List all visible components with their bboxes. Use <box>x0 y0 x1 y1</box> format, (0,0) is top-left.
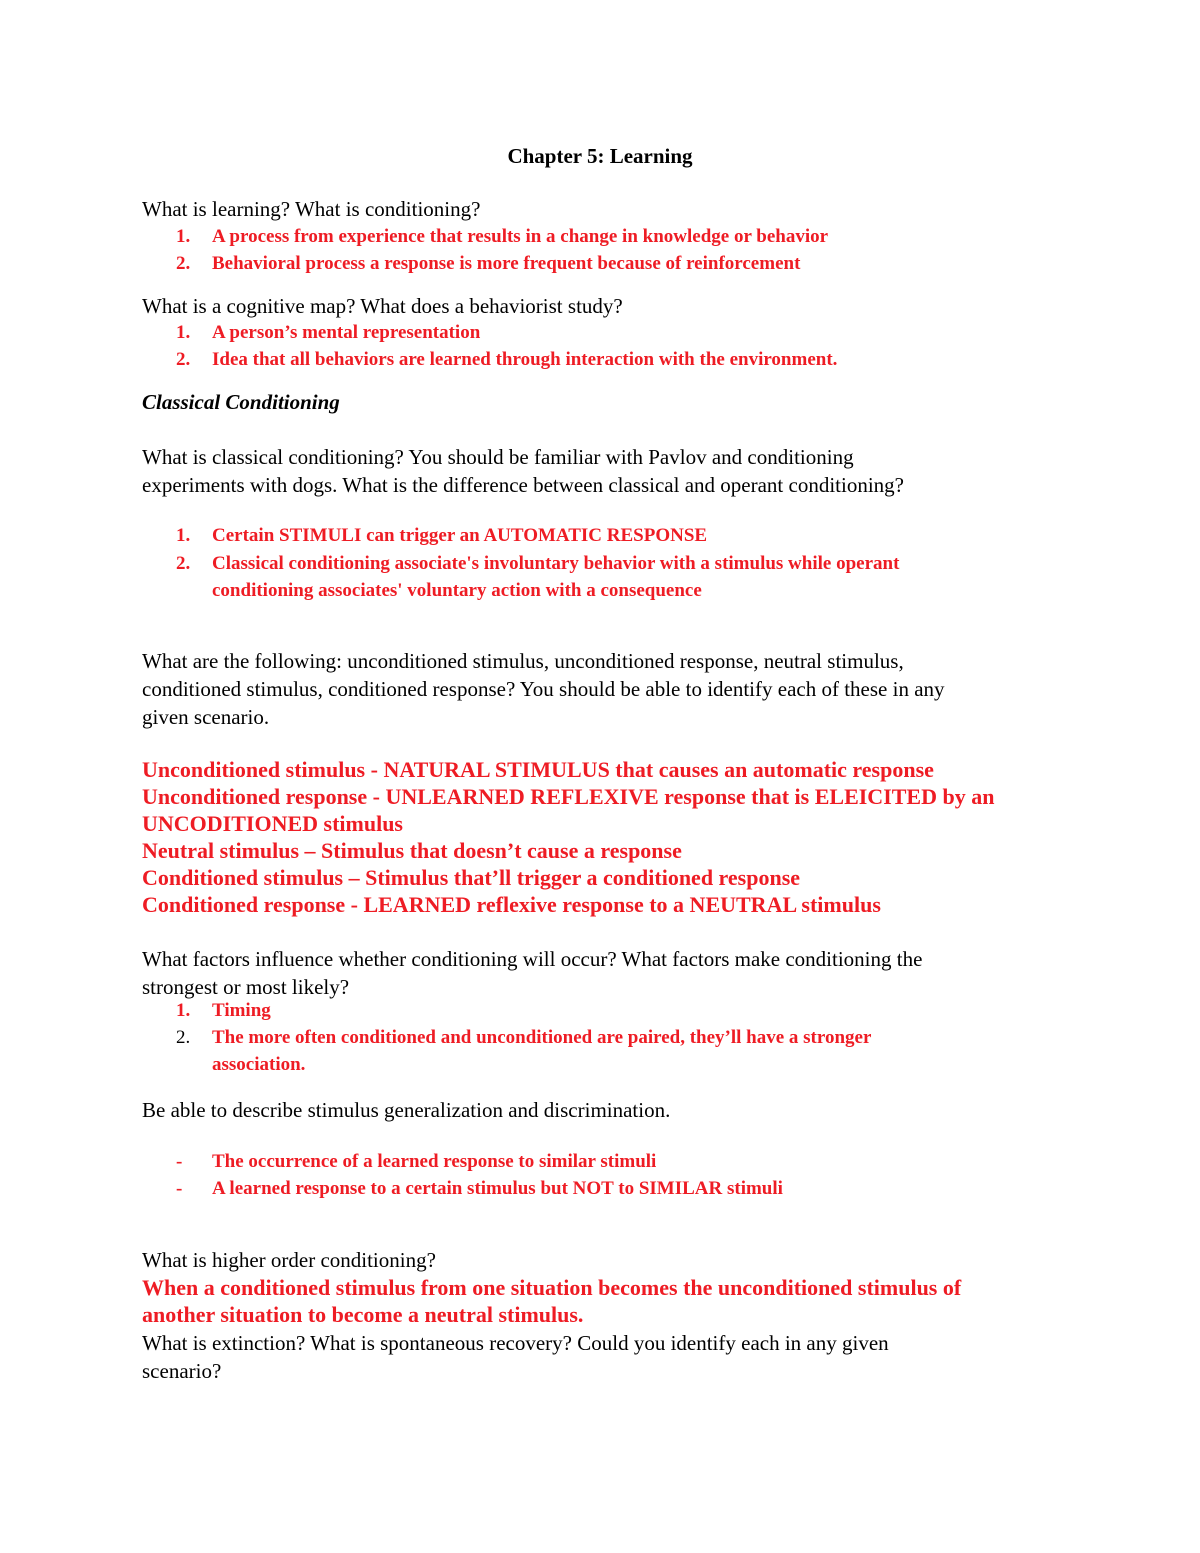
page-title: Chapter 5: Learning <box>507 144 693 168</box>
definition-line: Neutral stimulus – Stimulus that doesn’t cause a response <box>142 838 682 863</box>
question-classical-line-2: experiments with dogs. What is the difference between classical and operant conditioning? <box>142 473 904 497</box>
question-stimulus-line-3: given scenario. <box>142 705 270 729</box>
answer-item: 1. Timing <box>176 1000 271 1021</box>
answer-item: 1. Certain STIMULI can trigger an AUTOMATIC RESPONSE <box>176 525 708 546</box>
answer-item: 1. A person’s mental representation <box>176 322 481 343</box>
definition-line: Unconditioned stimulus - NATURAL STIMULUS that causes an automatic response <box>142 757 934 782</box>
definition-line: UNCODITIONED stimulus <box>142 811 403 836</box>
question-factors-line-2: strongest or most likely? <box>142 975 350 999</box>
question-extinction-line-1: What is extinction? What is spontaneous recovery? Could you identify each in any given <box>142 1331 889 1355</box>
question-generalization: Be able to describe stimulus generalization and discrimination. <box>142 1098 671 1122</box>
question-stimulus-line-1: What are the following: unconditioned stimulus, unconditioned response, neutral stimulus, <box>142 649 904 673</box>
definition-line: When a conditioned stimulus from one situation becomes the unconditioned stimulus of <box>142 1275 962 1300</box>
answer-item: 2. Idea that all behaviors are learned through interaction with the environment. <box>176 349 838 370</box>
question-cognitive-map: What is a cognitive map? What does a behaviorist study? <box>142 294 623 318</box>
answer-item-continuation: conditioning associates' voluntary action with a consequence <box>212 580 702 601</box>
answer-item: 2. Behavioral process a response is more frequent because of reinforcement <box>176 253 801 274</box>
answer-item: - A learned response to a certain stimulus but NOT to SIMILAR stimuli <box>176 1178 783 1199</box>
definition-line: another situation to become a neutral stimulus. <box>142 1302 584 1327</box>
answer-item: 2. The more often conditioned and unconditioned are paired, they’ll have a stronger <box>176 1027 872 1048</box>
answer-item-continuation: association. <box>212 1054 306 1075</box>
answer-item: - The occurrence of a learned response to similar stimuli <box>176 1151 657 1172</box>
section-heading: Classical Conditioning <box>142 390 340 414</box>
question-factors-line-1: What factors influence whether conditioning will occur? What factors make conditioning the <box>142 947 923 971</box>
answer-item: 1. A process from experience that results in a change in knowledge or behavior <box>176 226 829 247</box>
question-extinction-line-2: scenario? <box>142 1359 222 1383</box>
question-stimulus-line-2: conditioned stimulus, conditioned response? You should be able to identify each of these in any <box>142 677 945 701</box>
question-learning: What is learning? What is conditioning? <box>142 197 481 221</box>
question-higher-order: What is higher order conditioning? <box>142 1248 436 1272</box>
definition-line: Conditioned response - LEARNED reflexive response to a NEUTRAL stimulus <box>142 892 881 917</box>
question-classical-line-1: What is classical conditioning? You should be familiar with Pavlov and conditioning <box>142 445 854 469</box>
answer-item: 2. Classical conditioning associate's involuntary behavior with a stimulus while operant <box>176 553 900 574</box>
definition-line: Conditioned stimulus – Stimulus that’ll trigger a conditioned response <box>142 865 801 890</box>
definition-line: Unconditioned response - UNLEARNED REFLEXIVE response that is ELEICITED by an <box>142 784 995 809</box>
